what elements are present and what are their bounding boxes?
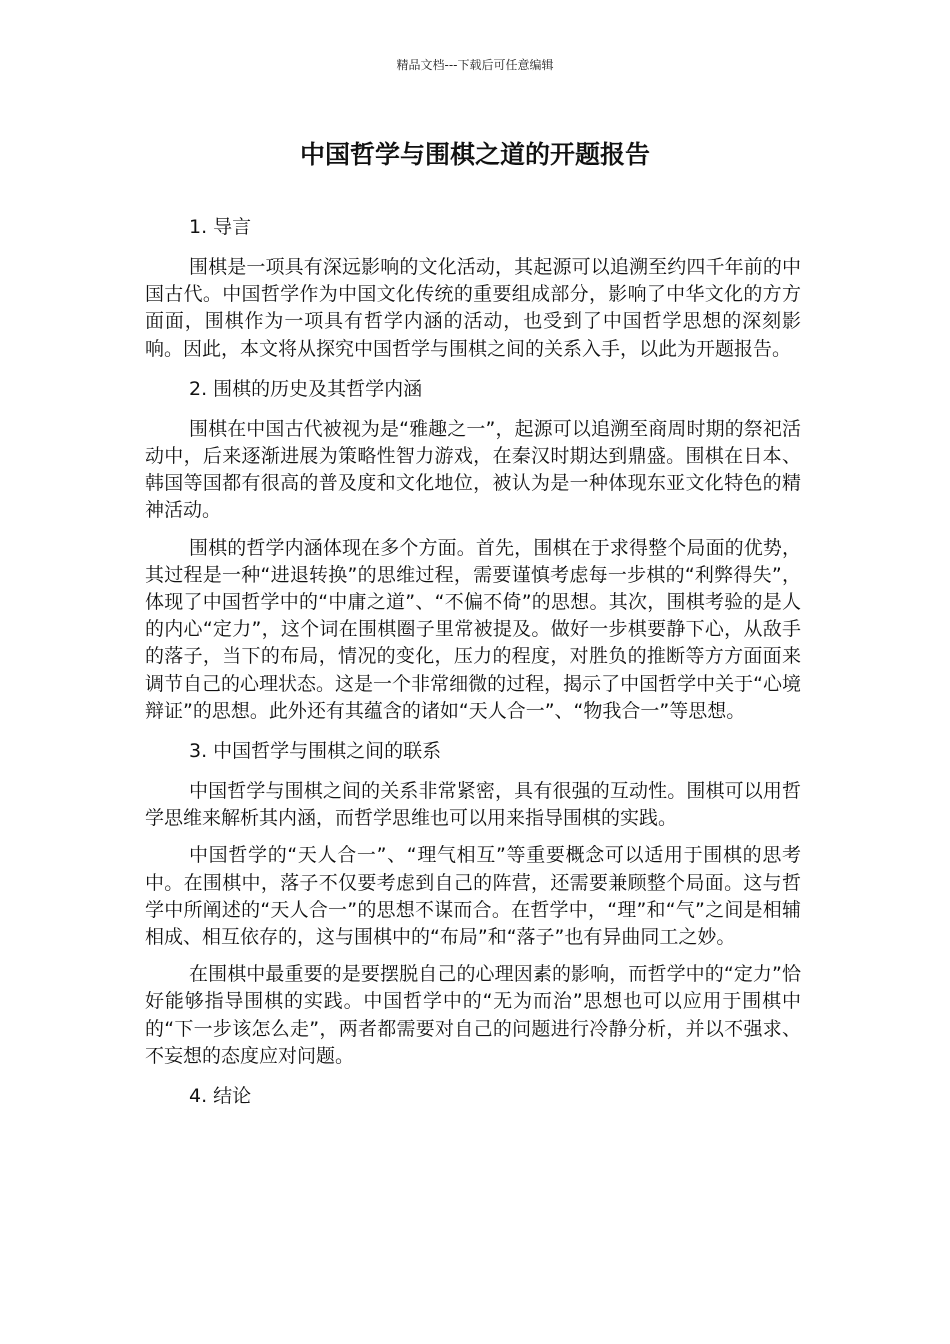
paragraph: 围棋在中国古代被视为是“雅趣之一”，起源可以追溯至商周时期的祭祀活动中，后来逐渐进展为策略性智力游戏，在秦汉时期达到鼎盛。围棋在日本、韩国等国都有很高的普及度和文化地位，被认为是一种体现东亚文化特色的精神活动。	[145, 417, 801, 522]
paragraph: 围棋是一项具有深远影响的文化活动，其起源可以追溯至约四千年前的中国古代。中国哲学作为中国文化传统的重要组成部分，影响了中华文化的方方面面，围棋作为一项具有哲学内涵的活动，也受到了中国哲学思想的深刻影响。因此，本文将从探究中国哲学与围棋之间的关系入手，以此为开题报告。	[145, 256, 801, 360]
section-heading-conclusion: 4. 结论	[189, 1085, 252, 1108]
paragraph: 中国哲学的“天人合一”、“理气相互”等重要概念可以适用于围棋的思考中。在围棋中，落子不仅要考虑到自己的阵营，还需要兼顾整个局面。这与哲学中所阐述的“天人合一”的思想不谋而合。在哲学中，“理”和“气”之间是相辅相成、相互依存的，这与围棋中的“布局”和“落子”也有异曲同工之妙。	[145, 844, 801, 949]
section-heading-connection: 3. 中国哲学与围棋之间的联系	[189, 740, 442, 763]
paragraph: 围棋的哲学内涵体现在多个方面。首先，围棋在于求得整个局面的优势，其过程是一种“进退转换”的思维过程，需要谨慎考虑每一步棋的“利弊得失”，体现了中国哲学中的“中庸之道”、“不偏不倚”的思想。其次，围棋考验的是人的内心“定力”，这个词在围棋圈子里常被提及。做好一步棋要静下心，从敌手的落子，当下的布局，情况的变化，压力的程度，对胜负的推断等方方面面来调节自己的心理状态。这是一个非常细微的过程，揭示了中国哲学中关于“心境辩证”的思想。此外还有其蕴含的诸如“天人合一”、“物我合一”等思想。	[145, 536, 801, 722]
header-note: 精品文档---下载后可任意编辑	[396, 58, 554, 72]
section-heading-introduction: 1. 导言	[189, 216, 252, 238]
section-heading-history: 2. 围棋的历史及其哲学内涵	[189, 377, 423, 400]
document-body	[145, 211, 801, 1123]
document-title: 中国哲学与围棋之道的开题报告	[299, 140, 650, 169]
paragraph: 在围棋中最重要的是要摆脱自己的心理因素的影响，而哲学中的“定力”恰好能够指导围棋的实践。中国哲学中的“无为而治”思想也可以应用于围棋中的“下一步该怎么走”，两者都需要对自己的问题进行冷静分析，并以不强求、不妄想的态度应对问题。	[145, 963, 801, 1067]
paragraph: 中国哲学与围棋之间的关系非常紧密，具有很强的互动性。围棋可以用哲学思维来解析其内涵，而哲学思维也可以用来指导围棋的实践。	[145, 780, 801, 830]
